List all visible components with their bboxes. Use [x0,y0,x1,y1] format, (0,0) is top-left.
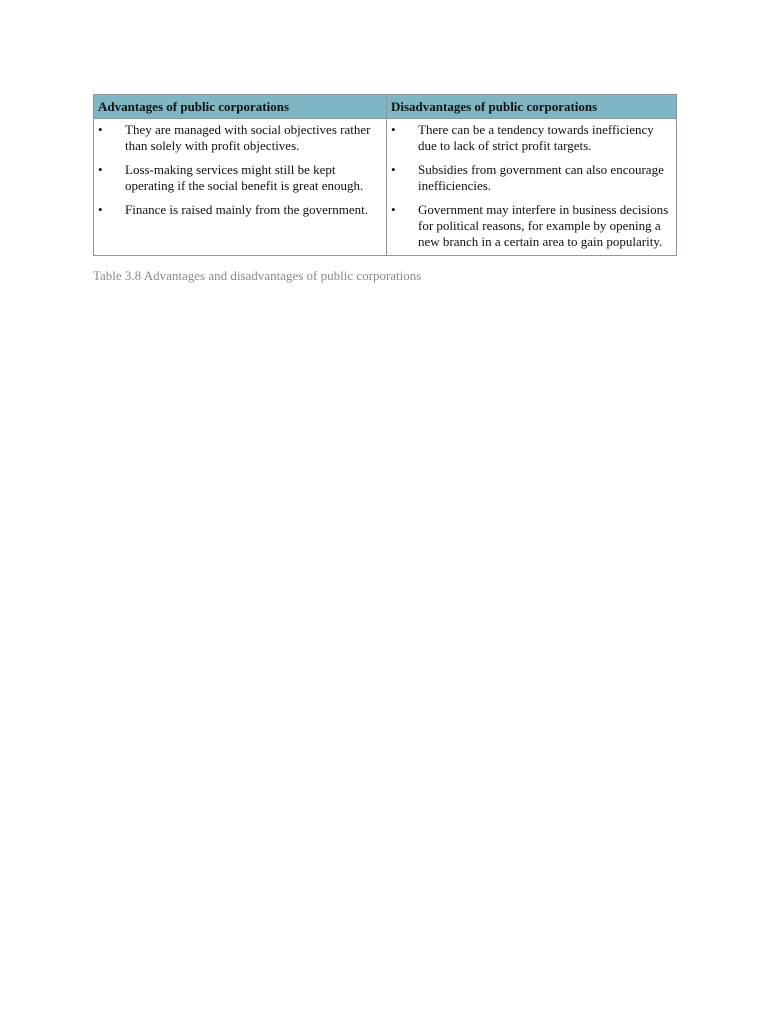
bullet-icon: • [98,202,103,217]
list-item [391,122,672,154]
table-header-row [94,95,677,119]
disadvantage-text: There can be a tendency towards inefficiency due to lack of strict profit targets. [418,122,654,153]
list-item [391,162,672,194]
list-item [98,122,382,154]
bullet-icon: • [391,122,396,137]
disadvantage-text: Subsidies from government can also encourage inefficiencies. [418,162,664,193]
disadvantage-text: Government may interfere in business decisions for political reasons, for example by opening a new branch in a certain area to gain popularity. [418,202,669,249]
list-item [98,202,382,218]
advantages-header: Advantages of public corporations [94,95,387,119]
bullet-icon: • [98,122,103,137]
bullet-icon: • [391,162,396,177]
advantage-text: Finance is raised mainly from the government. [125,202,368,217]
advantages-cell [94,119,387,256]
advantage-text: Loss-making services might still be kept operating if the social benefit is great enough. [125,162,364,193]
advantage-text: They are managed with social objectives rather than solely with profit objectives. [125,122,371,153]
disadvantages-list [391,119,672,255]
table-caption [93,268,676,284]
list-item [98,162,382,194]
bullet-icon: • [391,202,396,217]
disadvantages-cell [387,119,677,256]
bullet-icon: • [98,162,103,177]
caption-text: Table 3.8 Advantages and disadvantages of public corporations [93,268,422,283]
advantages-list [98,119,382,223]
disadvantages-header: Disadvantages of public corporations [387,95,677,119]
list-item [391,202,672,250]
table-row [94,119,677,256]
comparison-table [93,94,677,256]
